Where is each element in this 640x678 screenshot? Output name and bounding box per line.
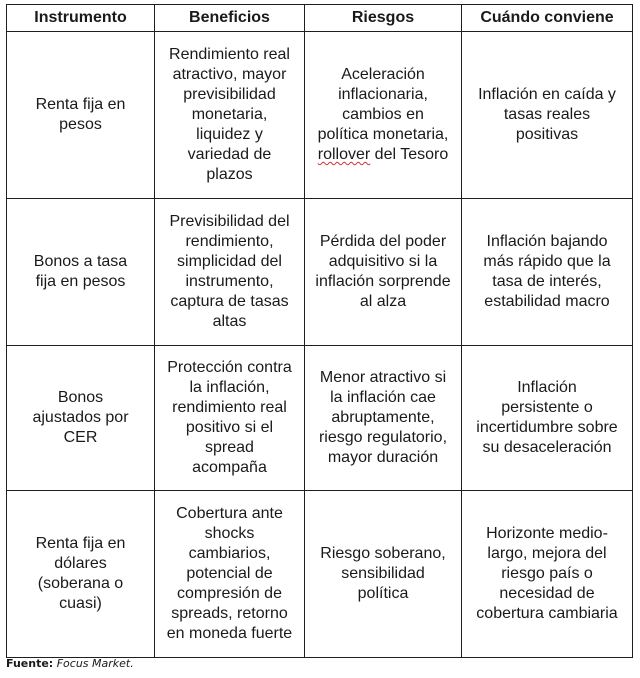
cell-cuando-conviene bbox=[462, 32, 633, 199]
cell-text: Menor atractivo si la inflación cae abruptamente, riesgo regulatorio, mayor duración bbox=[318, 369, 448, 466]
table-row bbox=[7, 346, 633, 491]
cell-instrumento bbox=[7, 346, 155, 491]
cell-cuando-conviene bbox=[462, 199, 633, 346]
riesgos-text-end: del Tesoro bbox=[370, 146, 449, 163]
cell-instrumento bbox=[7, 199, 155, 346]
cell-text: Inflación en caída y tasas reales positivas bbox=[478, 86, 616, 143]
cell-beneficios bbox=[155, 32, 305, 199]
cell-text: Pérdida del poder adquisitivo si la inflación sorprende al alza bbox=[315, 233, 451, 310]
header-cuando-conviene: Cuándo conviene bbox=[462, 5, 633, 32]
cell-text: Bonos ajustados por CER bbox=[32, 389, 129, 446]
riesgos-text-start: Aceleración inflacionaria, cambios en política monetaria, bbox=[317, 66, 449, 143]
cell-text: Inflación persistente o incertidumbre sobre su desaceleración bbox=[476, 379, 618, 456]
cell-text: Bonos a tasa fija en pesos bbox=[33, 253, 128, 290]
cell-riesgos bbox=[305, 199, 462, 346]
header-beneficios: Beneficios bbox=[155, 5, 305, 32]
cell-text: Previsibilidad del rendimiento, simplicidad del instrumento, captura de tasas altas bbox=[169, 213, 290, 330]
header-riesgos: Riesgos bbox=[305, 5, 462, 32]
table-row bbox=[7, 491, 633, 658]
source-value: Focus Market. bbox=[56, 657, 134, 670]
cell-text bbox=[318, 65, 449, 165]
cell-text: Renta fija en dólares (soberana o cuasi) bbox=[35, 535, 126, 612]
cell-text: Riesgo soberano, sensibilidad política bbox=[320, 545, 446, 602]
comparison-table bbox=[6, 4, 633, 658]
cell-instrumento bbox=[7, 491, 155, 658]
cell-cuando-conviene bbox=[462, 491, 633, 658]
table-row bbox=[7, 199, 633, 346]
source-note bbox=[6, 657, 134, 670]
cell-instrumento bbox=[7, 32, 155, 199]
cell-beneficios bbox=[155, 199, 305, 346]
cell-text: Cobertura ante shocks cambiarios, potencial de compresión de spreads, retorno en moneda fuerte bbox=[166, 505, 293, 642]
table-row bbox=[7, 32, 633, 199]
cell-text: Rendimiento real atractivo, mayor previsibilidad monetaria, liquidez y variedad de plazos bbox=[169, 46, 290, 183]
cell-text: Protección contra la inflación, rendimiento real positivo si el spread acompaña bbox=[167, 359, 292, 476]
header-instrumento: Instrumento bbox=[7, 5, 155, 32]
cell-beneficios bbox=[155, 346, 305, 491]
cell-riesgos bbox=[305, 491, 462, 658]
spellcheck-marked-word: rollover bbox=[317, 146, 371, 163]
cell-beneficios bbox=[155, 491, 305, 658]
cell-riesgos bbox=[305, 346, 462, 491]
cell-text: Inflación bajando más rápido que la tasa de interés, estabilidad macro bbox=[483, 233, 611, 310]
cell-text: Horizonte medio- largo, mejora del riesgo país o necesidad de cobertura cambiaria bbox=[476, 525, 618, 622]
source-label: Fuente: bbox=[6, 657, 54, 670]
header-row bbox=[7, 5, 633, 32]
cell-cuando-conviene bbox=[462, 346, 633, 491]
cell-riesgos bbox=[305, 32, 462, 199]
cell-text: Renta fija en pesos bbox=[35, 96, 126, 133]
